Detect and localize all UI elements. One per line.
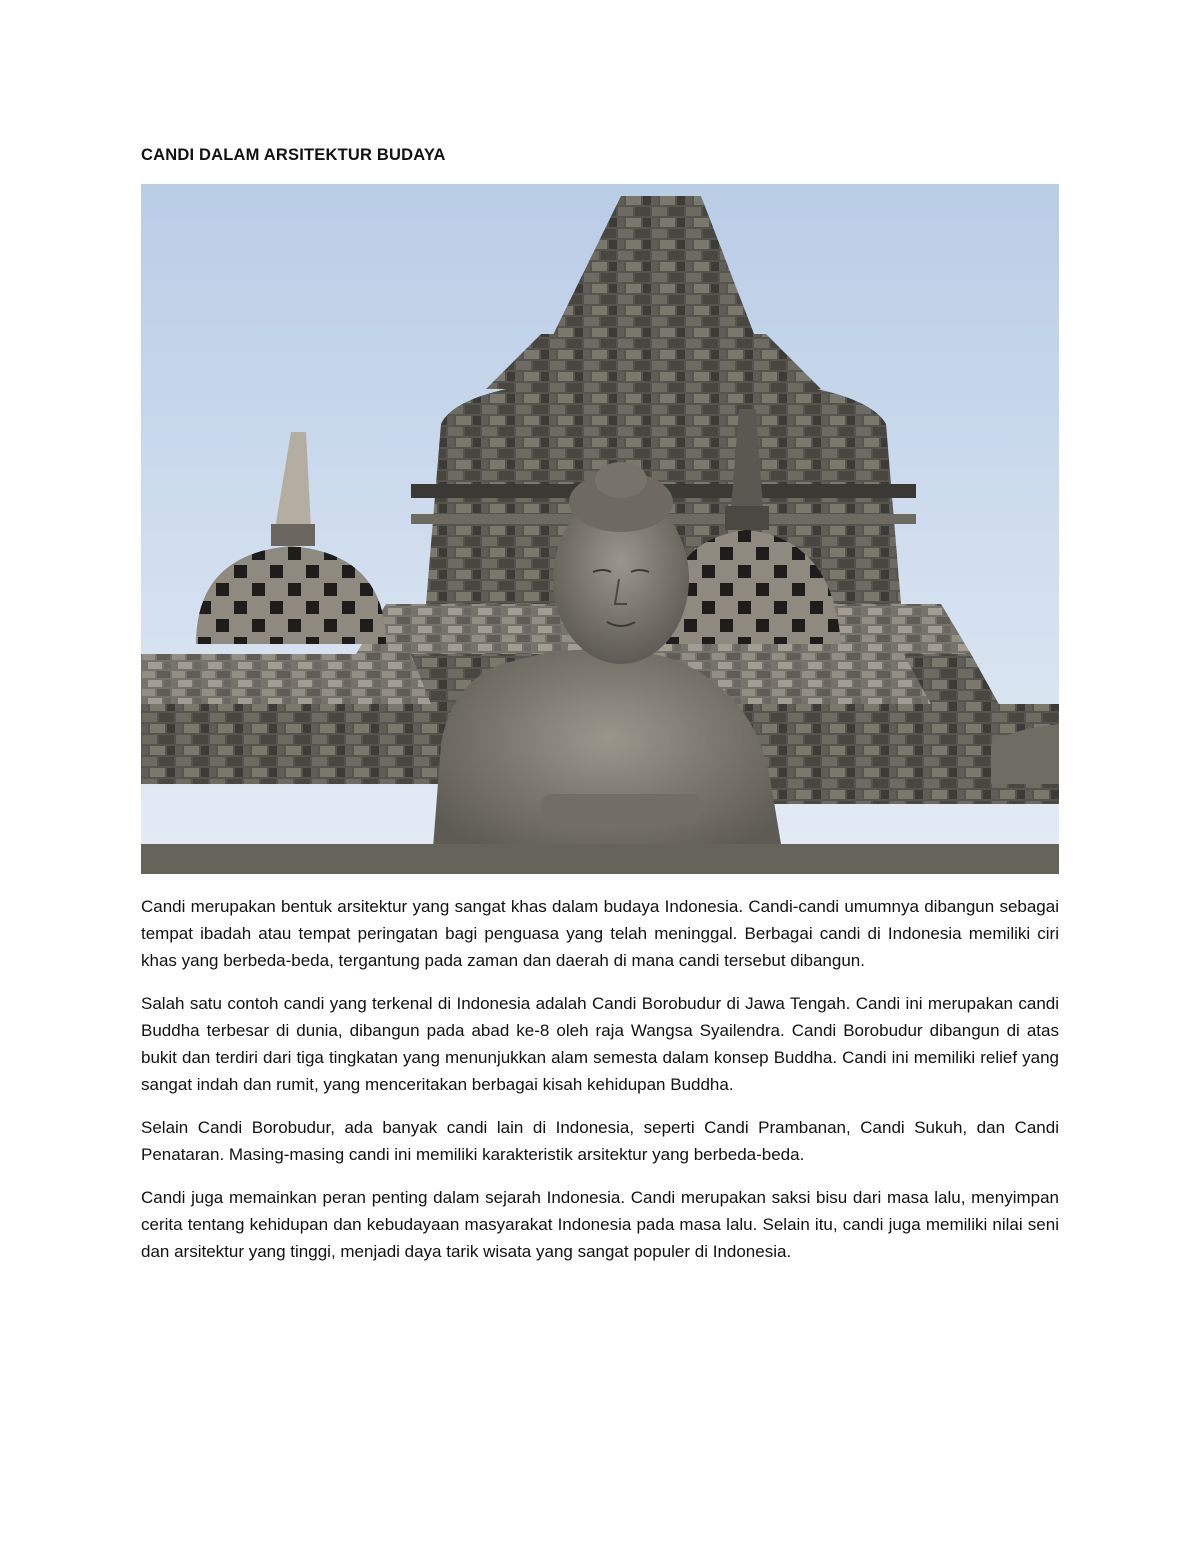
document-body: [141, 893, 1059, 1281]
paragraph: Selain Candi Borobudur, ada banyak candi lain di Indonesia, seperti Candi Prambanan, Candi Sukuh, dan Candi Penataran. Masing-masing candi ini memiliki karakteristik arsitektur yang berbeda-beda.: [141, 1118, 1059, 1164]
foreground-wall: [141, 844, 1059, 874]
paragraph: Candi juga memainkan peran penting dalam sejarah Indonesia. Candi merupakan saksi bisu dari masa lalu, menyimpan cerita tentang kehidupan dan kebudayaan masyarakat Indonesia pada masa lalu. Selain itu, candi juga memiliki nilai seni dan arsitektur yang tinggi, menjadi daya tarik wisata yang sangat populer di Indonesia.: [141, 1188, 1059, 1261]
paragraph: Candi merupakan bentuk arsitektur yang sangat khas dalam budaya Indonesia. Candi-candi umumnya dibangun sebagai tempat ibadah atau tempat peringatan bagi penguasa yang telah meninggal. Berbagai candi di Indonesia memiliki ciri khas yang berbeda-beda, tergantung pada zaman dan daerah di mana candi tersebut dibangun.: [141, 897, 1059, 970]
borobudur-photo: [141, 184, 1059, 874]
document-title: CANDI DALAM ARSITEKTUR BUDAYA: [141, 146, 446, 164]
paragraph: Salah satu contoh candi yang terkenal di Indonesia adalah Candi Borobudur di Jawa Tengah. Candi ini merupakan candi Buddha terbesar di dunia, dibangun pada abad ke-8 oleh raja Wangsa Syailendra. Candi Borobudur dibangun di atas bukit dan terdiri dari tiga tingkatan yang menunjukkan alam semesta dalam konsep Buddha. Candi ini memiliki relief yang sangat indah dan rumit, yang menceritakan berbagai kisah kehidupan Buddha.: [141, 994, 1059, 1094]
